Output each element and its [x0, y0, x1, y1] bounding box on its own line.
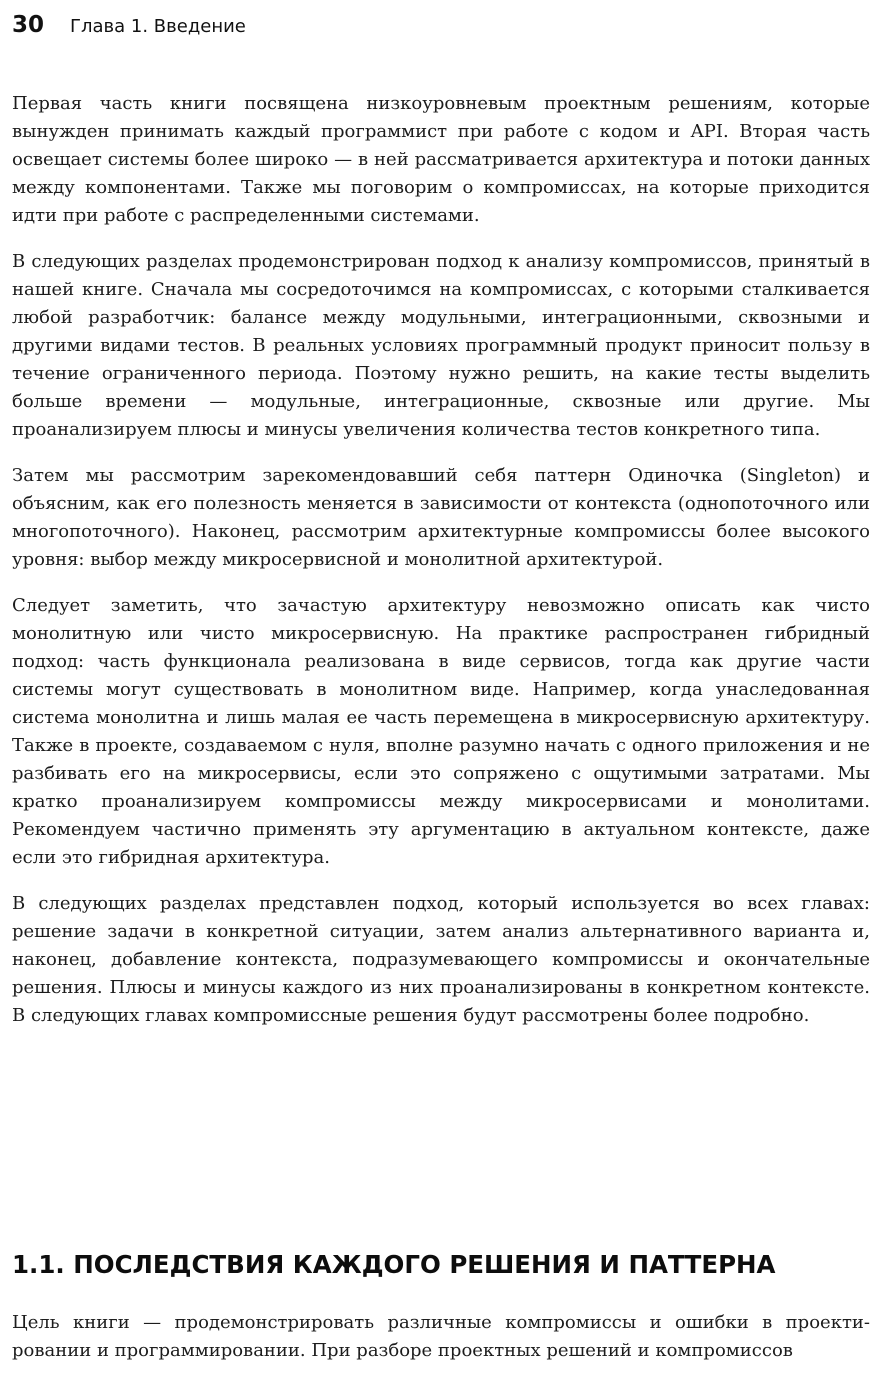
page-number: 30	[12, 12, 45, 38]
paragraph-5: В следующих разделах представлен подход, который используется во всех главах: решение задачи в конкретной ситуации, затем анализ альтернативного варианта и, наконец, добавление контекста, подразумевающего компромиссы и окончательные решения. Плюсы и минусы каждого из них проанализированы в конкретном контексте. В следующих главах компромиссные решения будут рассмотрены более подробно.	[12, 893, 870, 1026]
paragraph-1: Первая часть книги посвящена низкоуровневым проектным решениям, которые вынужден принимать каждый программист при работе с кодом и API. Вторая часть освещает системы более широко — в ней рассматривается архитектура и потоки данных между компонентами. Также мы поговорим о компромиссах, на которые приходится идти при работе с распределенными системами.	[12, 93, 870, 226]
paragraph-3: Затем мы рассмотрим зарекомендовавший себя паттерн Одиночка (Singleton) и объясним, как его полезность меняется в зависимости от контекста (однопоточного или многопоточного). Наконец, рассмотрим архитектурные компромиссы более высокого уровня: выбор между микросервисной и монолитной архитектурой.	[12, 465, 870, 570]
running-head	[12, 12, 246, 46]
section-heading: 1.1. ПОСЛЕДСТВИЯ КАЖДОГО РЕШЕНИЯ И ПАТТЕРНА	[12, 1250, 776, 1279]
paragraph-2: В следующих разделах продемонстрирован подход к анализу компромиссов, принятый в нашей книге. Сначала мы сосредоточимся на компромиссах, с которыми сталкивается любой разработчик: балансе между модульными, интеграционными, сквозными и другими видами тестов. В реальных условиях программный продукт приносит пользу в течение ограниченного периода. Поэтому нужно решить, на какие тесты выделить больше времени — модульные, интеграционные, сквозные или другие. Мы проанализируем плюсы и минусы увеличения количества тестов конкретного типа.	[12, 251, 870, 440]
section-intro-paragraph: Цель книги — продемонстрировать различные компромиссы и ошибки в проектировании и программировании. При разборе проектных решений и компромиссов	[12, 1312, 870, 1361]
body-text	[12, 90, 870, 1048]
chapter-title: Глава 1. Введение	[70, 16, 246, 37]
paragraph-4: Следует заметить, что зачастую архитектуру невозможно описать как чисто монолитную или чисто микросервисную. На практике распространен гибридный подход: часть функционала реализована в виде сервисов, тогда как другие части системы могут существовать в монолитном виде. Например, когда унаследованная система монолитна и лишь малая ее часть перемещена в микросервисную архитектуру. Также в проекте, создаваемом с нуля, вполне разумно начать с одного приложения и не разбивать его на микросервисы, если это сопряжено с ощутимыми затратами. Мы кратко проанализируем компромиссы между микросервисами и монолитами. Рекомендуем частично применять эту аргументацию в актуальном контексте, даже если это гибридная архитектура.	[12, 595, 870, 868]
